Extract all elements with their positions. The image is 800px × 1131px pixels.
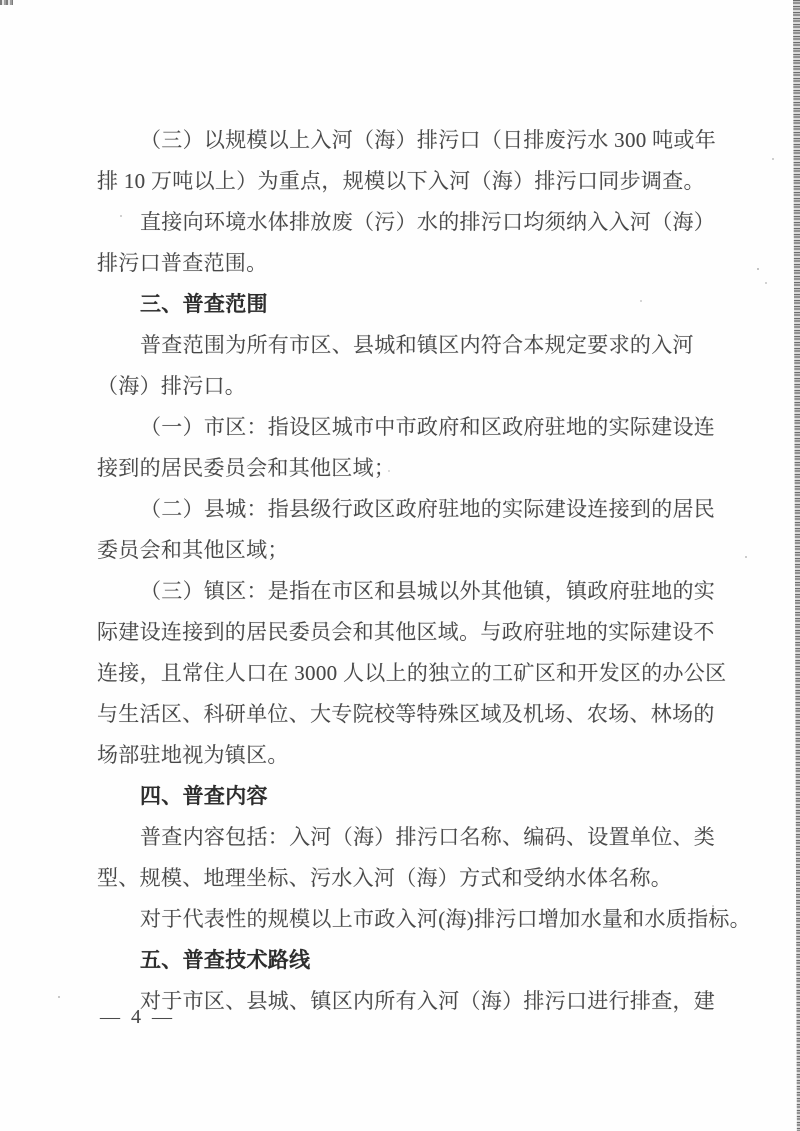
text-line: 直接向环境水体排放废（污）水的排污口均须纳入入河（海） (140, 210, 716, 234)
text-line: （二）县城：指县级行政区政府驻地的实际建设连接到的居民 (140, 497, 716, 521)
scan-speck (0, 0, 13, 5)
text-line: （一）市区：指设区城市中市政府和区政府驻地的实际建设连 (140, 415, 716, 439)
text-line: （三）镇区：是指在市区和县城以外其他镇，镇政府驻地的实 (140, 579, 716, 603)
document-body (97, 120, 751, 1022)
text-line: 型、规模、地理坐标、污水入河（海）方式和受纳水体名称。 (97, 866, 673, 890)
section-heading-content: 四、普查内容 (140, 785, 268, 808)
text-line: 普查范围为所有市区、县城和镇区内符合本规定要求的入河 (140, 333, 694, 357)
section-heading-route: 五、普查技术路线 (140, 949, 311, 972)
text-line: 排污口普查范围。 (97, 251, 268, 275)
text-line: （三）以规模以上入河（海）排污口（日排废污水 300 吨或年 (140, 128, 716, 152)
text-line: 场部驻地视为镇区。 (97, 743, 289, 767)
text-line: （海）排污口。 (97, 374, 247, 398)
scan-edge-artifact (793, 0, 800, 1131)
section-heading-scope: 三、普查范围 (140, 293, 268, 316)
text-line: 与生活区、科研单位、大专院校等特殊区域及机场、农场、林场的 (97, 702, 715, 726)
text-line: 排 10 万吨以上）为重点，规模以下入河（海）排污口同步调查。 (97, 169, 705, 193)
text-line: 普查内容包括：入河（海）排污口名称、编码、设置单位、类 (140, 825, 716, 849)
text-line: 际建设连接到的居民委员会和其他区域。与政府驻地的实际建设不 (97, 620, 715, 644)
text-line: 委员会和其他区域； (97, 538, 289, 562)
text-line: 接到的居民委员会和其他区域； (97, 456, 396, 480)
text-line: 对于代表性的规模以上市政入河(海)排污口增加水量和水质指标。 (140, 907, 751, 931)
text-line: 对于市区、县城、镇区内所有入河（海）排污口进行排查，建 (140, 989, 716, 1013)
text-line: 连接，且常住人口在 3000 人以上的独立的工矿区和开发区的办公区 (97, 661, 727, 685)
page-number: — 4 — (100, 1006, 175, 1028)
